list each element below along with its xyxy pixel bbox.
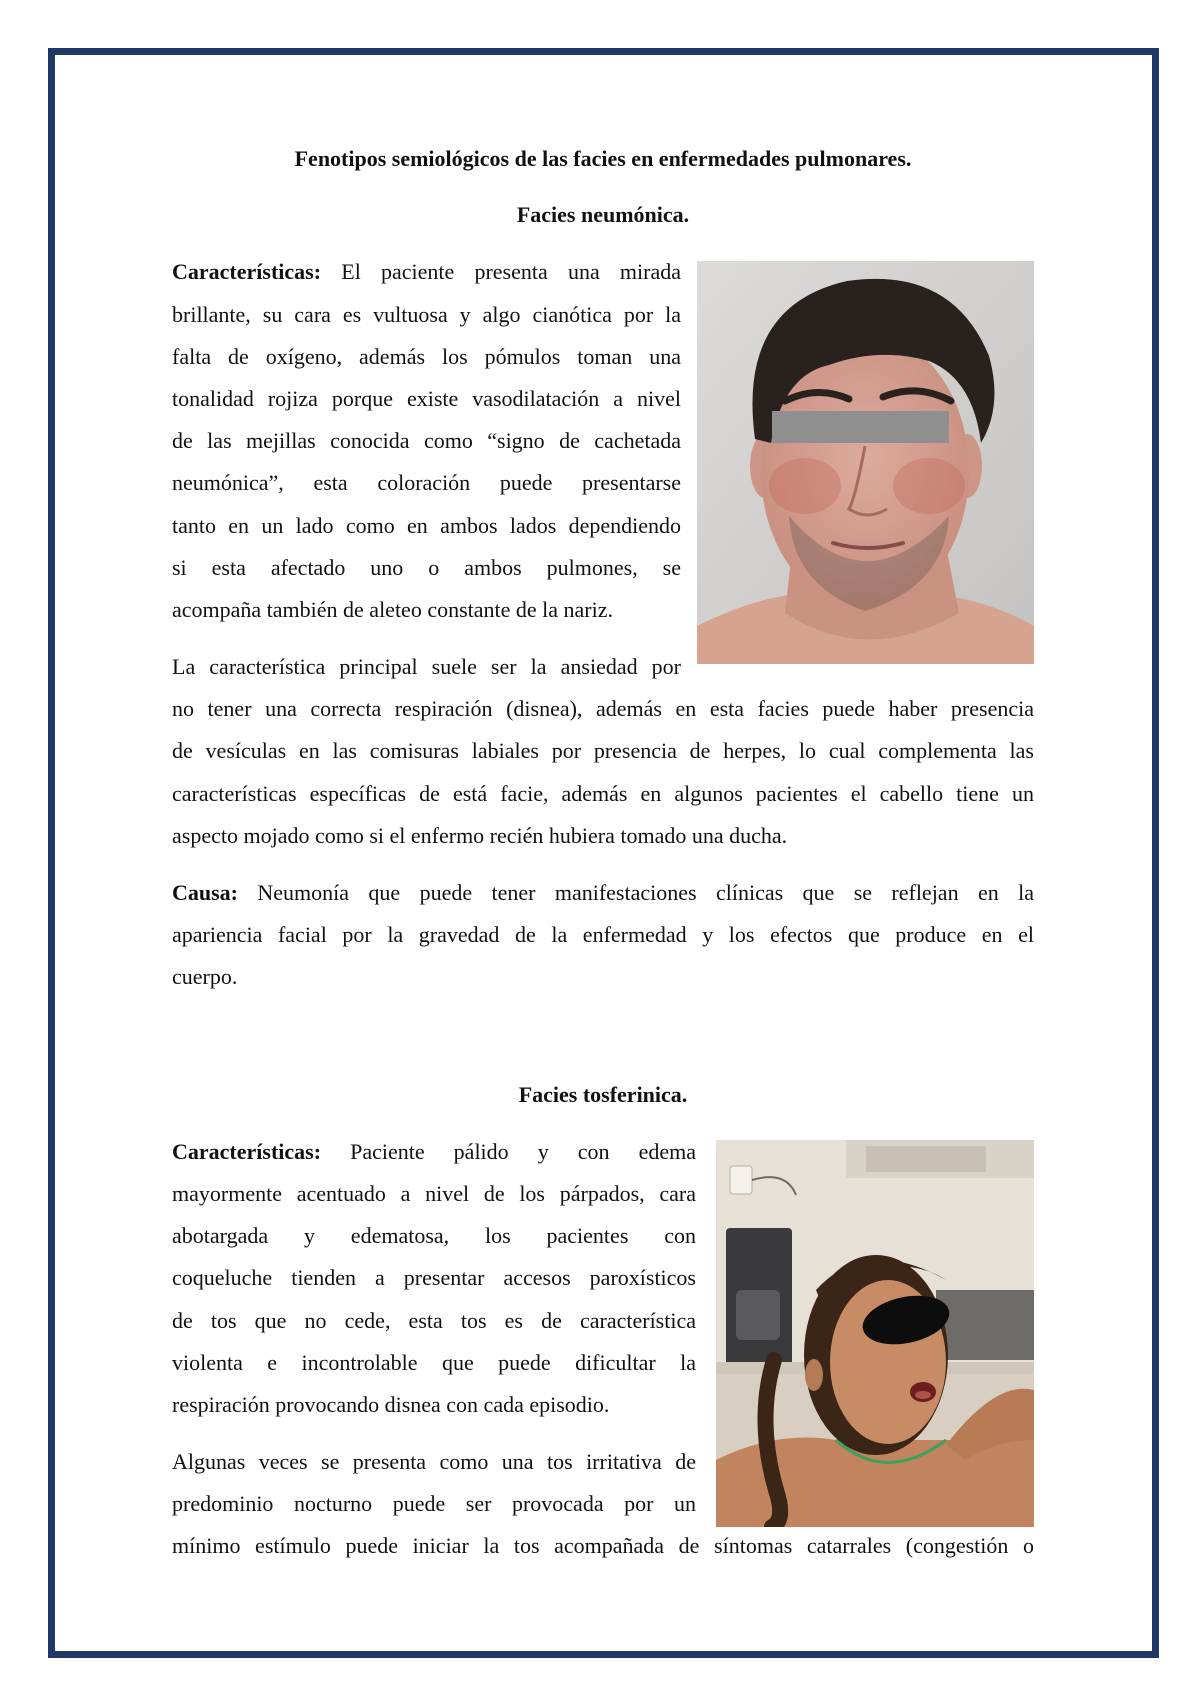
section-heading: Facies tosferinica. (518, 1081, 688, 1107)
text-line: brillante, su cara es vultuosa y algo cianótica por la (172, 301, 681, 327)
text-line: no tener una correcta respiración (disnea), además en esta facies puede haber presencia (172, 696, 1034, 722)
bold-label: Causa: (172, 880, 239, 905)
text-line: mínimo estímulo puede iniciar la tos acompañada de síntomas catarrales (congestión o (172, 1533, 1034, 1559)
text-line (172, 251, 681, 293)
text-line: mayormente acentuado a nivel de los párpados, cara (172, 1180, 696, 1206)
text-line: neumónica”, esta coloración puede presentarse (172, 470, 681, 496)
bold-label: Características: (172, 259, 322, 285)
text-line: apariencia facial por la gravedad de la enfermedad y los efectos que produce en el (172, 922, 1034, 948)
text-line: características específicas de está facie, además en algunos pacientes el cabello tiene un (172, 780, 1034, 806)
text-line: de tos que no cede, esta tos es de característica (172, 1307, 696, 1333)
text-line: tonalidad rojiza porque existe vasodilatación a nivel (172, 385, 681, 411)
document-title: Fenotipos semiológicos de las facies en enfermedades pulmonares. (294, 146, 912, 171)
text-line (172, 1131, 696, 1173)
censor-bar (772, 411, 949, 443)
photo-facies-neumonica (697, 261, 1034, 664)
text-line: falta de oxígeno, además los pómulos toman una (172, 343, 681, 369)
text-line-content: Paciente pálido y con edema (350, 1138, 697, 1164)
text-line: La característica principal suele ser la ansiedad por (172, 654, 681, 680)
text-line: de vesículas en las comisuras labiales por presencia de herpes, lo cual complementa las (172, 738, 1034, 764)
photo-facies-tosferinica (716, 1140, 1034, 1527)
text-line: predominio nocturno puede ser provocada por un (172, 1491, 696, 1517)
text-line: acompaña también de aleteo constante de la nariz. (172, 596, 614, 622)
text-line: violenta e incontrolable que puede dificultar la (172, 1349, 696, 1375)
text-line: coqueluche tienden a presentar accesos paroxísticos (172, 1265, 696, 1291)
text-line-content: El paciente presenta una mirada (341, 259, 681, 285)
section-heading: Facies neumónica. (516, 202, 690, 228)
text-line: Algunas veces se presenta como una tos irritativa de (172, 1449, 696, 1475)
text-line: de las mejillas conocida como “signo de cachetada (172, 428, 681, 454)
paragraph-ansiedad (172, 646, 1034, 857)
text-line-content: Neumonía que puede tener manifestaciones clínicas que se reflejan en la (257, 880, 1034, 905)
bold-label: Características: (172, 1138, 322, 1164)
text-line (172, 872, 1034, 914)
text-line: tanto en un lado como en ambos lados dependiendo (172, 512, 681, 538)
paragraph-causa (172, 872, 1034, 999)
text-line: cuerpo. (172, 964, 238, 990)
text-line: respiración provocando disnea con cada episodio. (172, 1391, 610, 1417)
text-line: si esta afectado uno o ambos pulmones, se (172, 554, 681, 580)
text-line: abotargada y edematosa, los pacientes con (172, 1223, 696, 1249)
text-line: aspecto mojado como si el enfermo recién hubiera tomado una ducha. (172, 822, 788, 848)
